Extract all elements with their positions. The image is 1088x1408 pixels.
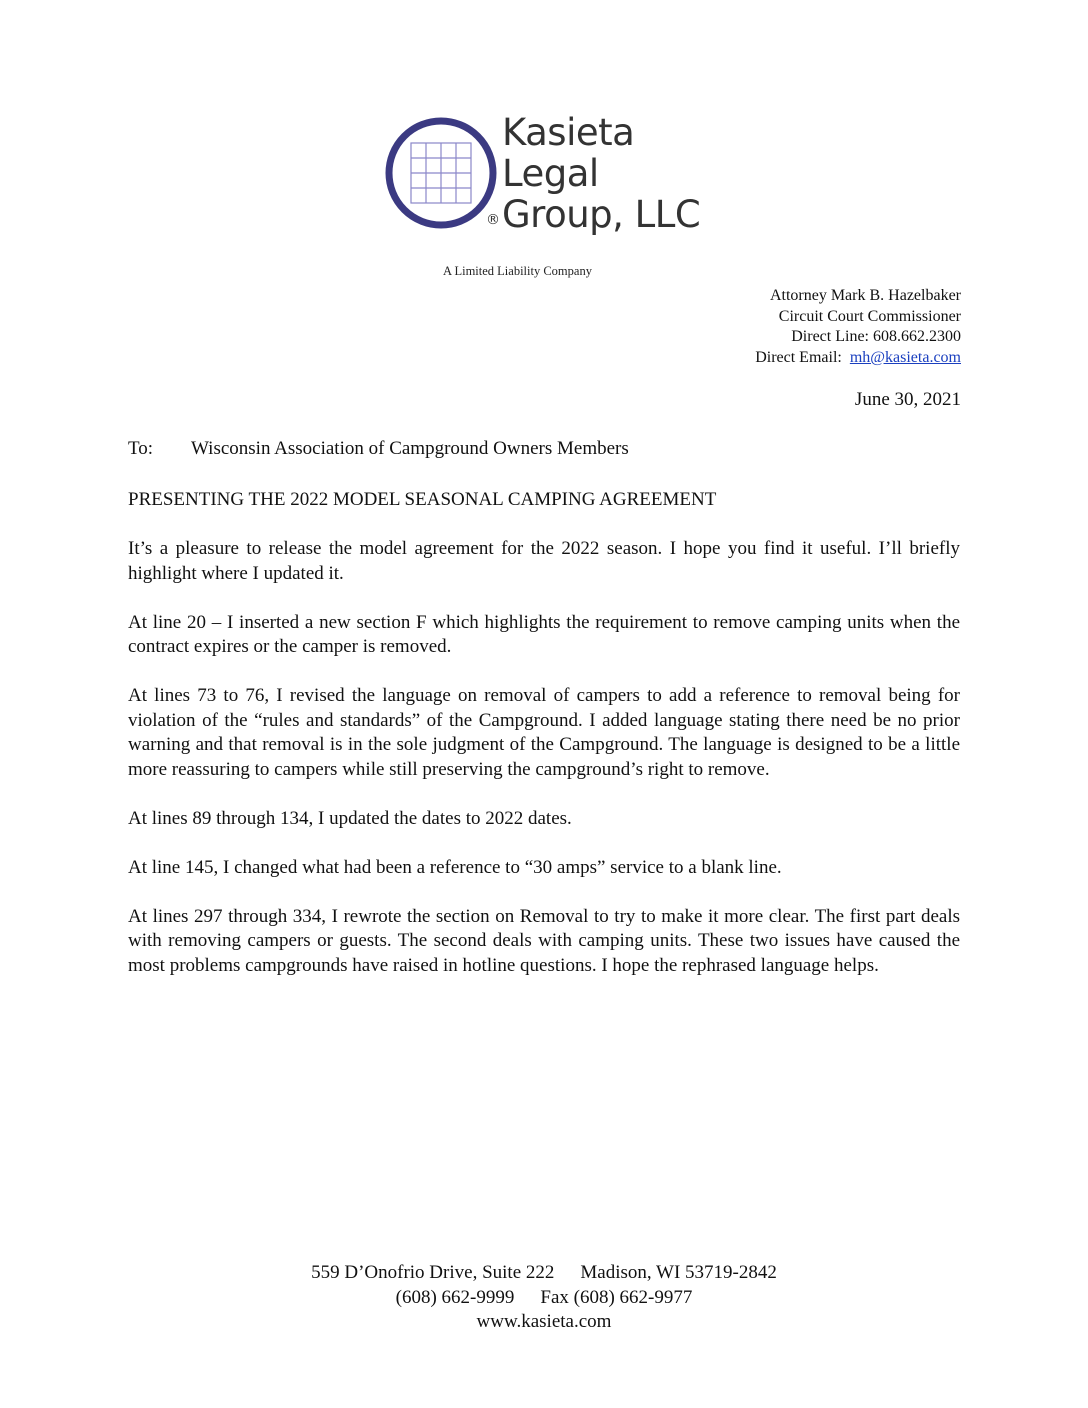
letter-body <box>128 488 960 1003</box>
sender-phone: Direct Line: 608.662.2300 <box>791 328 961 345</box>
sender-email-label: Direct Email: <box>755 348 842 366</box>
logo-line-2: Legal <box>502 152 599 195</box>
registered-mark: ® <box>486 212 500 228</box>
sender-title: Circuit Court Commissioner <box>778 307 961 325</box>
letterhead-footer <box>0 1261 1088 1335</box>
footer-website: www.kasieta.com <box>476 1311 612 1332</box>
letter-subject: PRESENTING THE 2022 MODEL SEASONAL CAMPING AGREEMENT <box>128 489 717 510</box>
recipient-line <box>128 438 629 460</box>
recipient-name: Wisconsin Association of Campground Owners Members <box>191 438 629 459</box>
logo-emblem-icon <box>384 116 502 234</box>
sender-name: Attorney Mark B. Hazelbaker <box>769 287 961 304</box>
body-paragraph: At lines 73 to 76, I revised the language on removal of campers to add a reference to removal being for violation of the “rules and standards” of the Campground. I added language stating there need be no prior warning and that removal is in the sole judgment of the Campground. The language is designed to be a little more reassuring to campers while still preserving the campground’s right to remove. <box>128 685 960 780</box>
logo-wordmark <box>502 112 700 235</box>
sender-block <box>755 286 961 368</box>
footer-phone-row <box>0 1286 1088 1311</box>
body-paragraph: At lines 89 through 134, I updated the dates to 2022 dates. <box>128 807 572 829</box>
sender-email-row <box>755 348 961 369</box>
logo-line-1: Kasieta <box>502 111 635 154</box>
footer-phone: (608) 662-9999 <box>395 1286 515 1308</box>
company-tagline: A Limited Liability Company <box>443 264 592 278</box>
body-paragraph: At line 20 – I inserted a new section F which highlights the requirement to remove camping units when the contract expires or the camper is removed. <box>128 611 960 657</box>
to-label: To: <box>128 438 154 459</box>
body-paragraph: It’s a pleasure to release the model agreement for the 2022 season. I hope you find it useful. I’ll briefly highlight where I updated it. <box>128 538 960 584</box>
footer-street: 559 D’Onofrio Drive, Suite 222 <box>311 1262 555 1283</box>
letter-date: June 30, 2021 <box>854 389 961 410</box>
footer-city: Madison, WI 53719-2842 <box>580 1262 777 1283</box>
company-logo <box>384 112 724 242</box>
footer-fax: Fax (608) 662-9977 <box>540 1286 693 1308</box>
sender-email-link[interactable]: mh@kasieta.com <box>849 348 961 366</box>
body-paragraph: At lines 297 through 334, I rewrote the section on Removal to try to make it more clear. The first part deals with removing campers or guests. The second deals with camping units. These two issues have caused the most problems campgrounds have raised in hotline questions. I hope the rephrased language helps. <box>128 905 960 976</box>
body-paragraph: At line 145, I changed what had been a reference to “30 amps” service to a blank line. <box>128 856 782 878</box>
logo-line-3: Group, LLC <box>502 193 701 236</box>
footer-address-row <box>0 1261 1088 1286</box>
